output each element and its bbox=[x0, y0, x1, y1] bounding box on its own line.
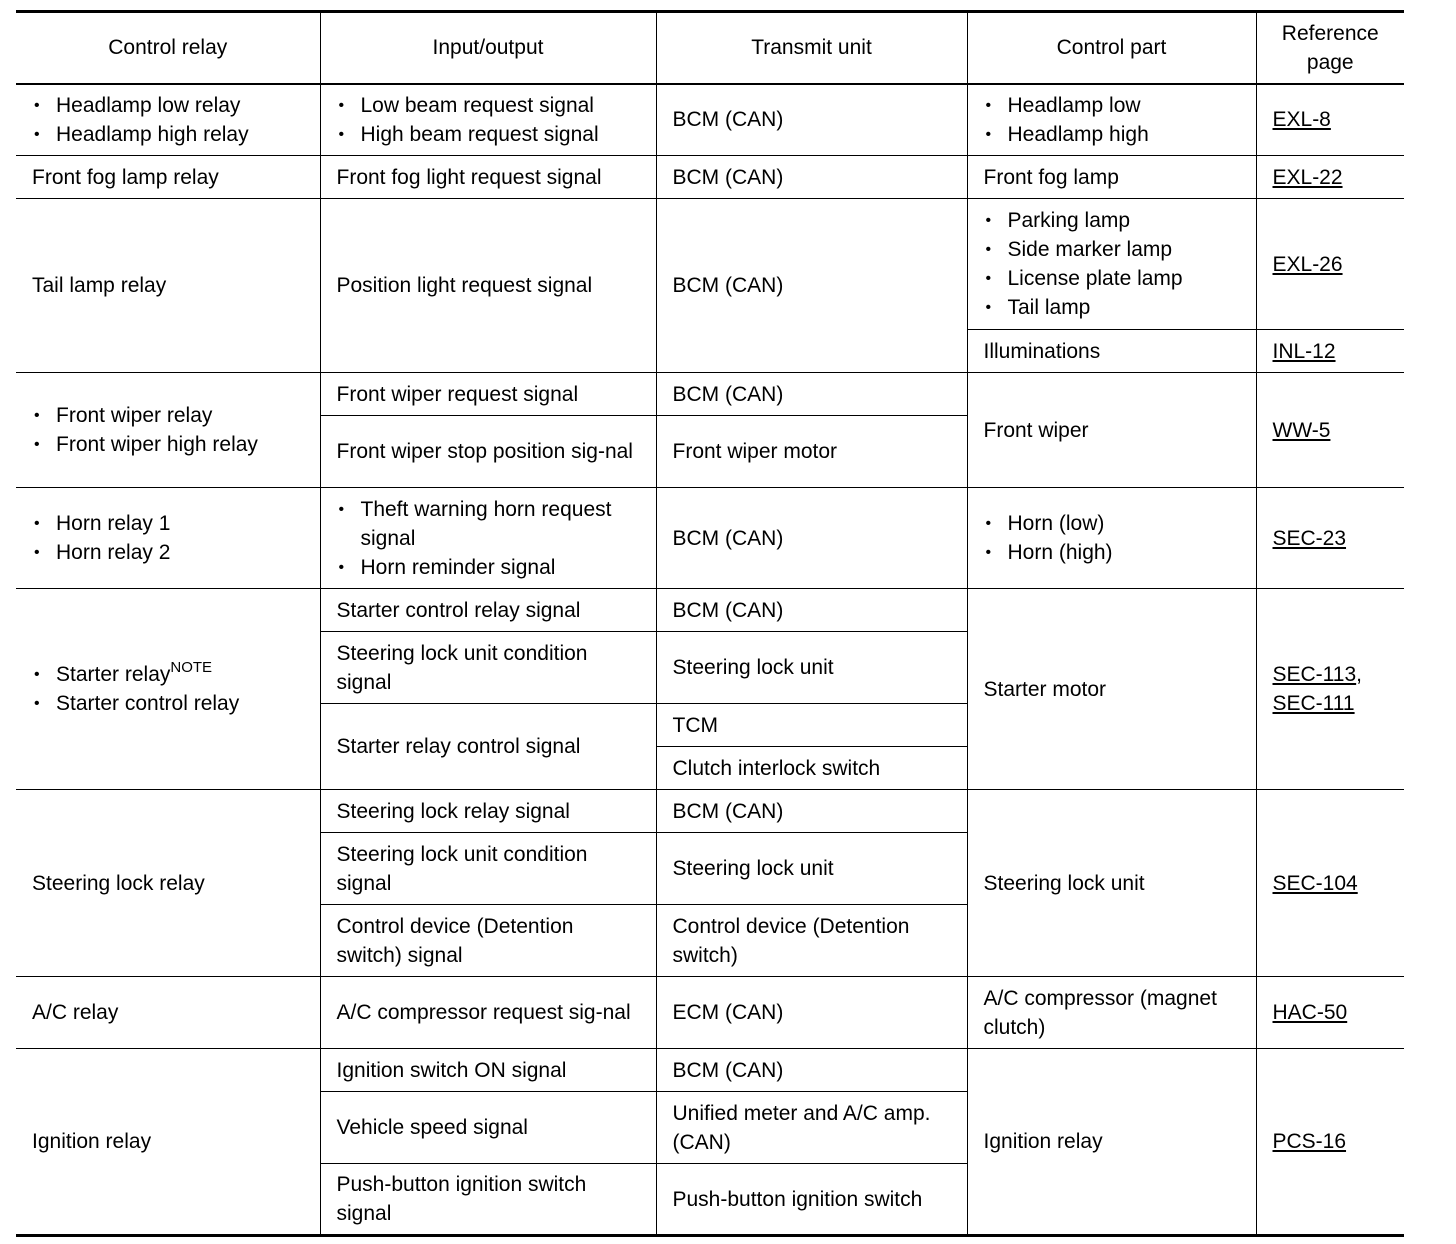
input-output-cell: Front fog light request signal bbox=[320, 156, 656, 199]
list-item: • Headlamp low relay bbox=[32, 91, 306, 120]
transmit-unit-cell: Push-button ignition switch bbox=[656, 1164, 967, 1236]
starter-relay-label: Starter relay bbox=[56, 663, 171, 686]
transmit-unit-cell: BCM (CAN) bbox=[656, 156, 967, 199]
table-row bbox=[16, 373, 1404, 416]
list-item: • Horn (high) bbox=[984, 538, 1242, 567]
header-control-relay: Control relay bbox=[16, 12, 320, 84]
reference-link[interactable]: WW-5 bbox=[1256, 373, 1404, 488]
header-reference-page: Reference page bbox=[1256, 12, 1404, 84]
table-row bbox=[16, 589, 1404, 632]
control-relay-cell: Tail lamp relay bbox=[16, 199, 320, 373]
table-row bbox=[16, 156, 1404, 199]
input-output-cell: Steering lock unit condition signal bbox=[320, 833, 656, 905]
reference-link[interactable]: EXL-26 bbox=[1256, 199, 1404, 330]
reference-link[interactable]: EXL-22 bbox=[1256, 156, 1404, 199]
list-item: • Front wiper high relay bbox=[32, 430, 306, 459]
transmit-unit-cell: ECM (CAN) bbox=[656, 977, 967, 1049]
table-row bbox=[16, 84, 1404, 156]
list-item: • License plate lamp bbox=[984, 264, 1242, 293]
input-output-cell: Front wiper stop position sig-nal bbox=[320, 416, 656, 488]
list-item: • Horn reminder signal bbox=[337, 553, 642, 582]
transmit-unit-cell: Steering lock unit bbox=[656, 833, 967, 905]
input-output-cell: Position light request signal bbox=[320, 199, 656, 373]
input-output-cell: Starter control relay signal bbox=[320, 589, 656, 632]
reference-link[interactable]: SEC-111 bbox=[1272, 692, 1355, 715]
header-control-part: Control part bbox=[967, 12, 1256, 84]
table-row bbox=[16, 1049, 1404, 1092]
transmit-unit-cell: Front wiper motor bbox=[656, 416, 967, 488]
control-part-cell: Front fog lamp bbox=[967, 156, 1256, 199]
control-relay-cell bbox=[16, 589, 320, 790]
control-part-cell bbox=[967, 84, 1256, 156]
transmit-unit-cell: Steering lock unit bbox=[656, 632, 967, 704]
control-part-cell: Front wiper bbox=[967, 373, 1256, 488]
control-part-cell bbox=[967, 488, 1256, 589]
list-item: • Horn (low) bbox=[984, 509, 1242, 538]
table-row bbox=[16, 977, 1404, 1049]
control-relay-cell: A/C relay bbox=[16, 977, 320, 1049]
reference-link[interactable]: INL-12 bbox=[1256, 330, 1404, 373]
control-relay-cell bbox=[16, 84, 320, 156]
list-item: • Front wiper relay bbox=[32, 401, 306, 430]
reference-link[interactable]: PCS-16 bbox=[1256, 1049, 1404, 1236]
header-input-output: Input/output bbox=[320, 12, 656, 84]
list-item: • Horn relay 1 bbox=[32, 509, 306, 538]
input-output-cell: Steering lock unit condition signal bbox=[320, 632, 656, 704]
transmit-unit-cell: BCM (CAN) bbox=[656, 589, 967, 632]
input-output-cell: Steering lock relay signal bbox=[320, 790, 656, 833]
reference-link[interactable]: SEC-23 bbox=[1256, 488, 1404, 589]
control-part-cell: Steering lock unit bbox=[967, 790, 1256, 977]
transmit-unit-cell: TCM bbox=[656, 704, 967, 747]
input-output-cell: Control device (Detention switch) signal bbox=[320, 905, 656, 977]
list-item: • Headlamp low bbox=[984, 91, 1242, 120]
transmit-unit-cell: Clutch interlock switch bbox=[656, 747, 967, 790]
list-item: • Side marker lamp bbox=[984, 235, 1242, 264]
reference-cell bbox=[1256, 589, 1404, 790]
input-output-cell: Starter relay control signal bbox=[320, 704, 656, 790]
header-transmit-unit: Transmit unit bbox=[656, 12, 967, 84]
control-part-cell bbox=[967, 199, 1256, 330]
list-item bbox=[32, 660, 306, 689]
note-superscript: NOTE bbox=[170, 659, 213, 676]
control-part-cell: Ignition relay bbox=[967, 1049, 1256, 1236]
list-item: • Parking lamp bbox=[984, 206, 1242, 235]
control-part-cell: A/C compressor (magnet clutch) bbox=[967, 977, 1256, 1049]
reference-link[interactable]: EXL-8 bbox=[1256, 84, 1404, 156]
control-relay-cell: Ignition relay bbox=[16, 1049, 320, 1236]
input-output-cell: Vehicle speed signal bbox=[320, 1092, 656, 1164]
control-part-cell: Starter motor bbox=[967, 589, 1256, 790]
table-row bbox=[16, 488, 1404, 589]
transmit-unit-cell: BCM (CAN) bbox=[656, 84, 967, 156]
list-item: • Headlamp high bbox=[984, 120, 1242, 149]
reference-link[interactable]: HAC-50 bbox=[1256, 977, 1404, 1049]
transmit-unit-cell: BCM (CAN) bbox=[656, 373, 967, 416]
table-row bbox=[16, 790, 1404, 833]
input-output-cell: A/C compressor request sig-nal bbox=[320, 977, 656, 1049]
list-item: • Starter control relay bbox=[32, 689, 306, 718]
input-output-cell bbox=[320, 488, 656, 589]
transmit-unit-cell: Unified meter and A/C amp. (CAN) bbox=[656, 1092, 967, 1164]
transmit-unit-cell: Control device (Detention switch) bbox=[656, 905, 967, 977]
relay-reference-table bbox=[16, 10, 1404, 1237]
reference-link[interactable]: SEC-104 bbox=[1256, 790, 1404, 977]
control-relay-cell: Steering lock relay bbox=[16, 790, 320, 977]
header-row bbox=[16, 12, 1404, 84]
control-relay-cell: Front fog lamp relay bbox=[16, 156, 320, 199]
list-item: • Horn relay 2 bbox=[32, 538, 306, 567]
transmit-unit-cell: BCM (CAN) bbox=[656, 488, 967, 589]
list-item: • Tail lamp bbox=[984, 293, 1242, 322]
reference-separator: , bbox=[1356, 663, 1362, 686]
list-item: • Headlamp high relay bbox=[32, 120, 306, 149]
input-output-cell: Front wiper request signal bbox=[320, 373, 656, 416]
input-output-cell: Ignition switch ON signal bbox=[320, 1049, 656, 1092]
table-row bbox=[16, 199, 1404, 330]
list-item: • Low beam request signal bbox=[337, 91, 642, 120]
transmit-unit-cell: BCM (CAN) bbox=[656, 1049, 967, 1092]
control-relay-cell bbox=[16, 488, 320, 589]
list-item: • Theft warning horn request signal bbox=[337, 495, 642, 553]
list-item: • High beam request signal bbox=[337, 120, 642, 149]
input-output-cell: Push-button ignition switch signal bbox=[320, 1164, 656, 1236]
transmit-unit-cell: BCM (CAN) bbox=[656, 199, 967, 373]
reference-link[interactable]: SEC-113 bbox=[1272, 663, 1357, 686]
input-output-cell bbox=[320, 84, 656, 156]
transmit-unit-cell: BCM (CAN) bbox=[656, 790, 967, 833]
control-relay-cell bbox=[16, 373, 320, 488]
control-part-cell: Illuminations bbox=[967, 330, 1256, 373]
